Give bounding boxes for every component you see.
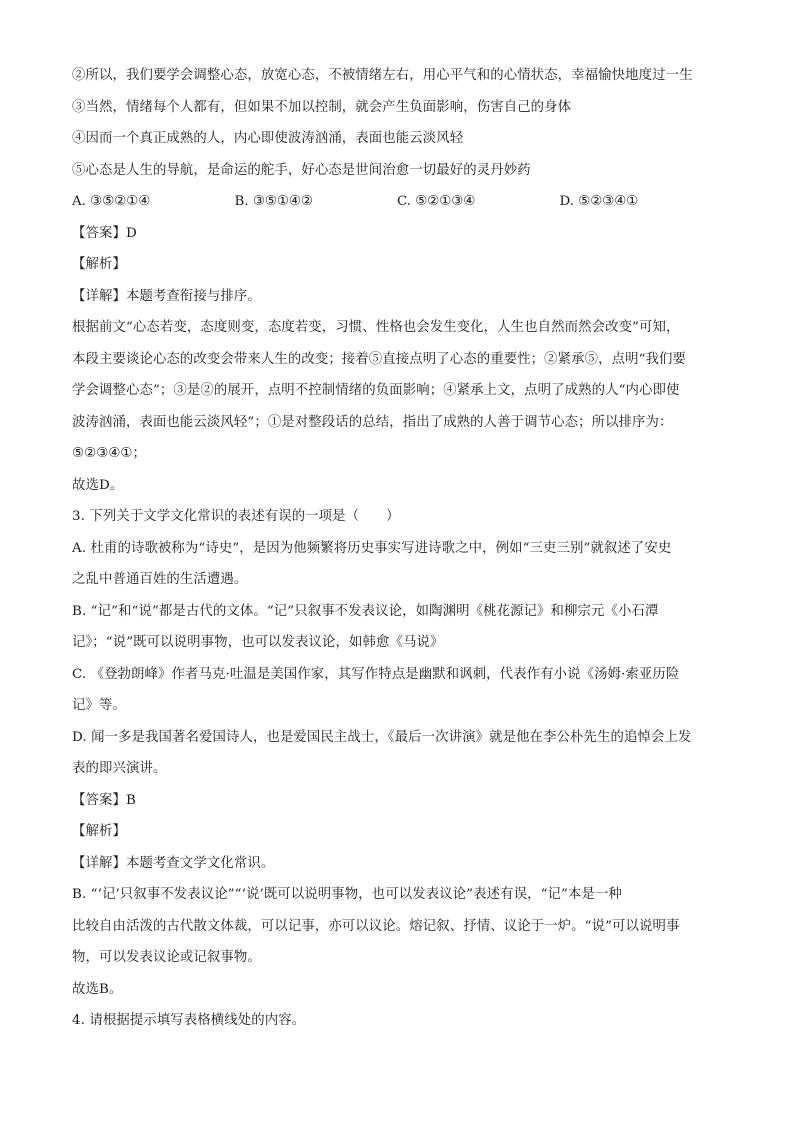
- q2-answer: 【答案】D: [72, 225, 137, 241]
- q3-line: 记》等。: [72, 698, 126, 713]
- q2-option-b: B. ③⑤①④②: [234, 194, 313, 209]
- q3-line: B. “记”和“说”都是古代的文体。“记”只叙事不发表议论，如陶渊明《桃花源记》和柳宗元《小石潭: [72, 603, 659, 619]
- q3-detail: [72, 848, 722, 1006]
- q2-options: [72, 186, 722, 218]
- q3-line: 表的即兴演讲。: [72, 761, 167, 776]
- q2-item: ④因而一个真正成熟的人，内心即使波涛汹涌，表面也能云淡风轻: [72, 131, 464, 146]
- q3-answer: 【答案】B: [72, 792, 136, 808]
- q2-option-a: A. ③⑤②①④: [72, 194, 151, 209]
- q2-detail-line: 学会调整心态”；③是②的展开，点明不控制情绪的负面影响；④紧承上文，点明了成熟的人“内心即使: [72, 383, 680, 398]
- q3-line: 之乱中普通百姓的生活遭遇。: [72, 572, 248, 587]
- q2-detail-line: 波涛汹涌，表面也能云淡风轻”；①是对整段话的总结，指出了成熟的人善于调节心态；所以排序为：: [72, 414, 673, 430]
- q2-detail-line: 【详解】本题考查衔接与排序。: [72, 288, 261, 304]
- q3-detail-line: 故选B。: [72, 981, 123, 997]
- q2-option-c: C. ⑤②①③④: [397, 194, 476, 209]
- q2-detail-line: ⑤②③④①；: [72, 446, 147, 461]
- question-4: 4. 请根据提示填写表格横线处的内容。: [72, 1013, 306, 1028]
- q2-analysis-label: 【解析】: [72, 257, 126, 272]
- q3-line: C. 《登勃朗峰》作者马克·吐温是美国作家，其写作特点是幽默和讽刺，代表作有小说《汤姆·索亚历险: [72, 666, 680, 682]
- q3-detail-line: 比较自由活泼的古代散文体裁，可以记事，亦可以议论。熔记叙、抒情、议论于一炉。“说”可以说明事: [72, 918, 680, 934]
- q3-line: 3. 下列关于文学文化常识的表述有误的一项是（ ）: [72, 509, 400, 524]
- q3-line: D. 闻一多是我国著名爱国诗人，也是爱国民主战士，《最后一次讲演》就是他在李公朴先生的追悼会上发: [72, 729, 692, 745]
- q3-detail-line: 物，可以发表议论或记叙事物。: [72, 950, 261, 965]
- q2-detail-line: 故选D。: [72, 477, 124, 493]
- q2-item: ②所以，我们要学会调整心态，放宽心态，不被情绪左右，用心平气和的心情状态，幸福愉快地度过一生: [72, 68, 693, 83]
- q2-detail: [72, 281, 722, 502]
- q2-option-d: D. ⑤②③④①: [559, 194, 639, 209]
- q3-detail-line: B. “‘记’只叙事不发表议论”“‘说’既可以说明事物，也可以发表议论”表述有误，“记”本是一种: [72, 887, 622, 902]
- q2-item: ⑤心态是人生的导航，是命运的舵手，好心态是世间治愈一切最好的灵丹妙药: [72, 162, 531, 178]
- q3-line: 记》；“说”既可以说明事物，也可以发表议论，如韩愈《马说》: [72, 635, 444, 650]
- q3-line: A. 杜甫的诗歌被称为“诗史”，是因为他频繁将历史事实写进诗歌之中，例如“三吏三别”就叙述了安史: [72, 540, 672, 556]
- q2-detail-line: 本段主要谈论心态的改变会带来人生的改变；接着⑤直接点明了心态的重要性；②紧承⑤，点明“我们要: [72, 351, 687, 367]
- q2-items: [72, 60, 722, 186]
- q3-analysis-label: 【解析】: [72, 824, 126, 839]
- document-page: [72, 60, 722, 1037]
- q2-item: ③当然，情绪每个人都有，但如果不加以控制，就会产生负面影响，伤害自己的身体: [72, 99, 572, 115]
- question-3: [72, 501, 722, 785]
- q3-detail-line: 【详解】本题考查文学文化常识。: [72, 855, 275, 871]
- q2-detail-line: 根据前文“心态若变，态度则变，态度若变，习惯、性格也会发生变化，人生也自然而然会改变”可知，: [72, 320, 680, 335]
